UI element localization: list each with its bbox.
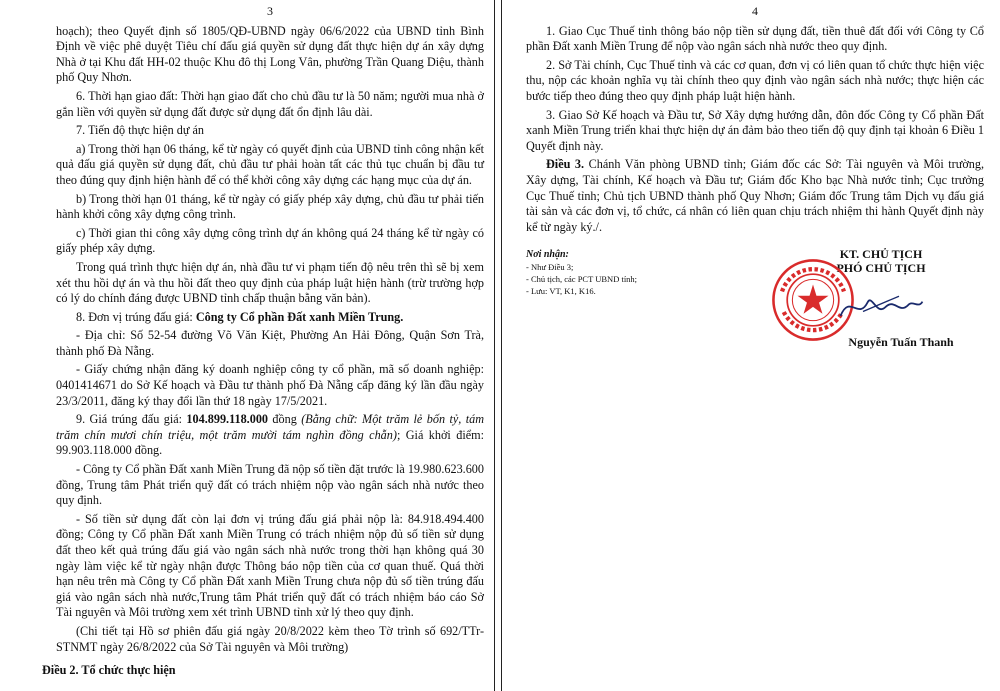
page-number: 3 [267, 4, 273, 18]
paragraph: b) Trong thời hạn 01 tháng, kể từ ngày có giấy phép xây dựng, chủ đầu tư phải tiến hành khởi công xây dựng công trình. [56, 191, 484, 222]
paragraph: 1. Giao Cục Thuế tỉnh thông báo nộp tiền sử dụng đất, tiền thuê đất đối với Công ty Cổ phần Đất xanh Miền Trung để nộp vào ngân sách nhà nước theo quy định. [526, 23, 984, 54]
left-page [8, 0, 492, 691]
signer-role-1: KT. CHỦ TỊCH [839, 247, 923, 262]
recipient-item: - Như Điều 3; [526, 262, 574, 273]
recipient-item: - Chủ tịch, các PCT UBND tỉnh; [526, 274, 638, 285]
article-3-label: Điều 3. [546, 157, 585, 172]
paragraph: - Công ty Cổ phần Đất xanh Miền Trung đã nộp số tiền đặt trước là 19.980.623.600 đồng, Trung tâm Phát triển quỹ đất có trách nhiệm nộp vào ngân sách nhà nước theo quy định. [56, 462, 484, 508]
recipients [526, 249, 736, 297]
price-amount: 104.899.118.000 [186, 412, 269, 427]
paragraph: 6. Thời hạn giao đất: Thời hạn giao đất cho chủ đầu tư là 50 năm; người mua nhà ở gắn liền với quyền sử dụng đất được sử dụng đất ổn định lâu dài. [56, 88, 484, 119]
price-paragraph [56, 412, 484, 459]
license-paragraph: - Giấy chứng nhận đăng ký doanh nghiệp công ty cổ phần, mã số doanh nghiệp: 0401414671 do Sở Kế hoạch và Đầu tư thành phố Đà Nẵng cấp đăng ký lần đầu ngày 23/3/2011, đăng ký thay đổi lần thứ 18 ngày 17/5/2021. [56, 362, 484, 408]
paragraph: - Số tiền sử dụng đất còn lại đơn vị trúng đấu giá phải nộp là: 84.918.494.400 đồng; Công ty Cổ phần Đất xanh Miền Trung có trách nhiệm nộp đủ số tiền sử dụng đất theo kết quả trúng đấu giá vào ngân sách nhà nước trong thời hạn không quá 30 ngày làm việc kể từ ngày nhận được Thông báo nộp tiền của cơ quan thuế. Quá thời hạn nêu trên mà Công ty Cổ phần Đất xanh Miền Trung chưa nộp đủ số tiền trúng đấu giá vào ngân sách nhà nước,Trung tâm Phát triển quỹ đất có trách nhiệm báo cáo Sở Tài nguyên và Môi trường xem xét trình UBND tỉnh xử lý theo quy định. [56, 511, 484, 620]
paragraph: Trong quá trình thực hiện dự án, nhà đầu tư vi phạm tiến độ nêu trên thì sẽ bị xem xét thu hồi dự án và thu hồi đất theo quy định của pháp luật hiện hành (trừ trường hợp có lý do chính đáng được UBND tỉnh chấp thuận bằng văn bản). [56, 259, 484, 306]
paragraph: c) Thời gian thi công xây dựng công trình dự án không quá 24 tháng kể từ ngày có giấy phép xây dựng. [56, 225, 484, 256]
article-3-paragraph [526, 157, 984, 235]
price-words: (Bằng chữ: Một trăm lẻ bốn tỷ, tám trăm chín mươi chín triệu, một trăm mười tám nghìn đồng chẵn) [56, 412, 484, 442]
price-suffix: ; Giá khởi điểm: 99.903.118.000 đồng. [56, 427, 484, 458]
right-page [504, 0, 996, 691]
price-unit: đồng [268, 412, 302, 427]
signature-block [526, 243, 984, 373]
winner-prefix: 8. Đơn vị trúng đấu giá: [76, 309, 196, 324]
signature-icon [836, 287, 926, 327]
paragraph: hoạch); theo Quyết định số 1805/QĐ-UBND ngày 06/6/2022 của UBND tỉnh Bình Định về việc phê duyệt Tiêu chí đấu giá quyền sử dụng đất thực hiện dự án xây dựng Nhà ở tại Khu đất HH-02 thuộc Khu đô thị Long Vân, phường Trần Quang Diệu, thành phố Quy Nhơn. [56, 23, 484, 85]
signer [776, 247, 986, 350]
paragraph: (Chi tiết tại Hồ sơ phiên đấu giá ngày 20/8/2022 kèm theo Tờ trình số 692/TTr-STNMT ngày 26/8/2022 của Sở Tài nguyên và Môi trường) [56, 623, 484, 654]
address-paragraph: - Địa chỉ: Số 52-54 đường Võ Văn Kiệt, Phường An Hải Đông, Quận Sơn Trà, thành phố Đà Nẵng. [56, 328, 484, 358]
paragraph: 7. Tiến độ thực hiện dự án [76, 123, 204, 138]
paragraph: a) Trong thời hạn 06 tháng, kể từ ngày có quyết định của UBND tỉnh công nhận kết quả đấu giá quyền sử dụng đất, chủ đầu tư phải hoàn tất các thủ tục chuẩn bị đầu tư theo đúng quy định hiện hành để có thể khởi công xây dựng các hạng mục của dự án. [56, 141, 484, 187]
signer-name: Nguyễn Tuấn Thanh [848, 335, 954, 350]
recipients-title: Nơi nhận: [526, 249, 569, 261]
article-2-heading: Điều 2. Tổ chức thực hiện [42, 663, 176, 678]
winner-company: Công ty Cổ phần Đất xanh Miền Trung. [195, 309, 404, 324]
page-number: 4 [752, 4, 758, 18]
winner-paragraph [56, 310, 484, 326]
paragraph: 2. Sở Tài chính, Cục Thuế tỉnh và các cơ quan, đơn vị có liên quan tổ chức thực hiện việc thu, nộp các khoản nghĩa vụ tài chính theo quy định vào ngân sách nhà nước; thực hiện các bước tiếp theo đúng theo quy định pháp luật hiện hành. [526, 57, 984, 103]
signer-role-2: PHÓ CHỦ TỊCH [836, 261, 926, 276]
price-prefix: 9. Giá trúng đấu giá: [76, 412, 187, 427]
article-3-text: Chánh Văn phòng UBND tỉnh; Giám đốc các Sở: Tài nguyên và Môi trường, Xây dựng, Tài chính, Kế hoạch và Đầu tư; Giám đốc Kho bạc Nhà nước tỉnh; Cục trưởng Cục Thuế tỉnh; Chủ tịch UBND thành phố Quy Nhơn; Giám đốc Trung tâm Dịch vụ đấu giá tài sản và các đơn vị, tổ chức, cá nhân có liên quan chịu trách nhiệm thi hành Quyết định này kể từ ngày ký./. [526, 157, 985, 234]
recipient-item: - Lưu: VT, K1, K16. [526, 286, 596, 297]
paragraph: 3. Giao Sở Kế hoạch và Đầu tư, Sở Xây dựng hướng dẫn, đôn đốc Công ty Cổ phần Đất xanh Miền Trung triển khai thực hiện dự án đảm bảo theo tiến độ quy định tại khoản 6 Điều 1 Quyết định này. [526, 107, 984, 153]
page-divider [494, 0, 502, 691]
